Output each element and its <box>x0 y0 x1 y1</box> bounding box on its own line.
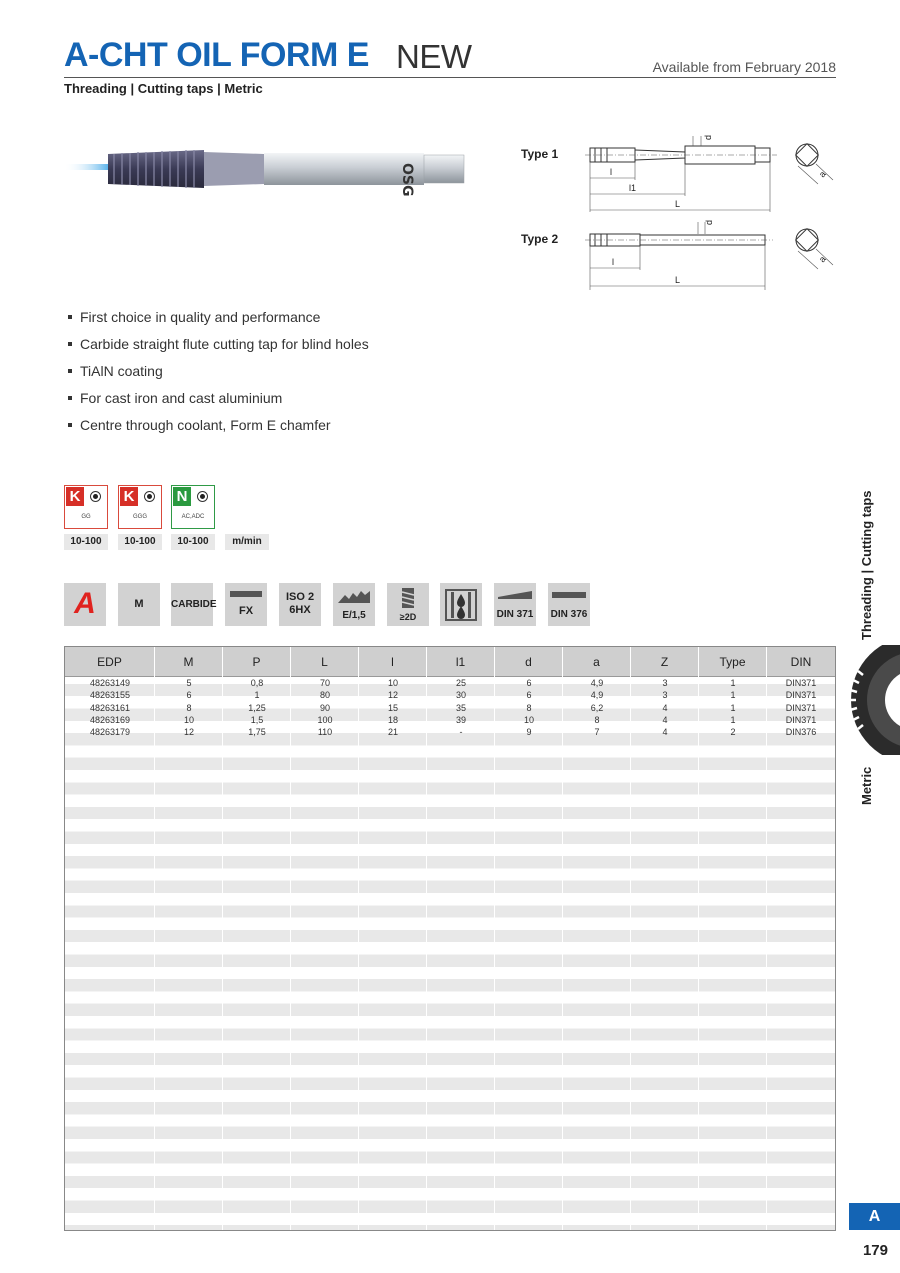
table-row <box>65 714 835 726</box>
table-cell: 6 <box>526 690 532 701</box>
table-cell: 6 <box>526 678 532 688</box>
thread-m-icon: M <box>118 583 160 626</box>
table-cell: - <box>459 727 463 738</box>
table-cell: 10 <box>183 714 194 725</box>
feature-list <box>66 308 369 443</box>
bullet-icon <box>68 396 72 400</box>
column-header: d <box>495 647 563 677</box>
flute-fx-icon: FX <box>225 583 267 626</box>
material-subtype: GG <box>81 514 91 520</box>
table-row <box>65 702 835 714</box>
dim-L-type1: L <box>675 199 681 209</box>
tap-product-image <box>64 130 474 210</box>
table-cell: 48263161 <box>89 702 131 713</box>
table-cell: 30 <box>455 690 466 701</box>
chamfer-e-icon: E/1,5 <box>333 583 375 626</box>
table-cell: DIN371 <box>785 678 817 688</box>
table-cell: 70 <box>319 678 330 688</box>
table-cell: 90 <box>319 702 330 713</box>
feature-item: TiAlN coating <box>66 362 369 389</box>
table-cell: 35 <box>455 702 466 713</box>
table-cell: DIN371 <box>785 714 817 725</box>
table-cell: DIN376 <box>785 727 817 738</box>
thread-graphic-icon <box>845 645 900 755</box>
feature-item: For cast iron and cast aluminium <box>66 389 369 416</box>
table-header <box>65 647 835 677</box>
table-cell: 4 <box>662 714 668 725</box>
table-row <box>65 689 835 701</box>
column-header: EDP <box>65 647 155 677</box>
table-cell: 8 <box>594 714 600 725</box>
breadcrumb: Threading | Cutting taps | Metric <box>64 81 263 96</box>
table-cell: 4,9 <box>590 678 604 688</box>
table-cell: 100 <box>317 714 333 725</box>
din-376-profile-icon <box>551 588 587 602</box>
material-letter: K <box>120 487 138 506</box>
dim-l1-type1: l1 <box>629 183 637 193</box>
table-cell: 1 <box>730 678 736 688</box>
table-cell: 12 <box>183 727 194 738</box>
suitability-dot-icon <box>90 491 101 502</box>
cutting-speed: 10-100 <box>118 534 162 550</box>
column-header: a <box>563 647 631 677</box>
column-header: M <box>155 647 223 677</box>
table-cell: 4 <box>662 702 668 713</box>
type-2-label: Type 2 <box>521 232 559 246</box>
table-cell: DIN371 <box>785 690 817 701</box>
bullet-icon <box>68 342 72 346</box>
material-k-gg <box>64 485 108 529</box>
suitability-dot-icon <box>197 491 208 502</box>
availability-note: Available from February 2018 <box>652 59 836 75</box>
table-cell: 1 <box>730 714 736 725</box>
page-number: 179 <box>862 1242 888 1259</box>
column-header: L <box>291 647 359 677</box>
feature-item: First choice in quality and performance <box>66 308 369 335</box>
table-cell: 1 <box>730 690 736 701</box>
table-cell: 1,5 <box>250 714 264 725</box>
side-subcategory-label: Metric <box>859 766 874 805</box>
table-cell: 4,9 <box>590 690 604 701</box>
dim-l-type1: l <box>610 167 612 177</box>
material-letter: K <box>66 487 84 506</box>
table-cell: 3 <box>662 678 668 688</box>
table-cell: 48263179 <box>89 727 131 738</box>
table-body <box>65 677 835 738</box>
material-k-ggg <box>118 485 162 529</box>
cutting-speed: 10-100 <box>171 534 215 550</box>
coolant-drop-icon <box>445 589 477 621</box>
side-category-label: Threading | Cutting taps <box>859 490 874 640</box>
feature-item: Carbide straight flute cutting tap for blind holes <box>66 335 369 362</box>
table-cell: 21 <box>387 727 398 738</box>
table-cell: 12 <box>387 690 398 701</box>
table-cell: 8 <box>186 702 192 713</box>
table-cell: 4 <box>662 727 668 738</box>
table-cell: 10 <box>523 714 534 725</box>
table-cell: 18 <box>387 714 398 725</box>
carbide-icon: CARBIDE <box>171 583 213 626</box>
table-cell: 9 <box>526 727 532 738</box>
table-cell: 39 <box>455 714 466 725</box>
column-header: Z <box>631 647 699 677</box>
table-cell: 110 <box>317 727 333 738</box>
table-cell: 8 <box>526 702 532 713</box>
table-row <box>65 677 835 689</box>
column-header: P <box>223 647 291 677</box>
table-cell: 2 <box>730 727 736 738</box>
dim-d-type1: d <box>703 134 713 140</box>
brand-logo: OSG <box>399 163 415 197</box>
table-cell: 6 <box>186 690 192 701</box>
table-cell: 15 <box>387 702 398 713</box>
dim-a-type2: a <box>816 254 828 265</box>
dim-L-type2: L <box>675 275 681 285</box>
material-subtype: AC,ADC <box>181 514 205 520</box>
material-n-ac-adc <box>171 485 215 529</box>
table-cell: 1,25 <box>248 702 266 713</box>
dim-a-type1: a <box>816 169 828 180</box>
cutting-speed: 10-100 <box>64 534 108 550</box>
tolerance-iso-icon: ISO 2 6HX <box>279 583 321 626</box>
table-cell: 6,2 <box>590 702 604 713</box>
suitability-dot-icon <box>144 491 155 502</box>
coolant-icon <box>440 583 482 626</box>
table-cell: 48263155 <box>89 690 131 701</box>
table-row <box>65 726 835 738</box>
thread-depth-icon <box>400 586 416 610</box>
table-cell: 25 <box>455 678 466 688</box>
column-header: l1 <box>427 647 495 677</box>
title-divider <box>64 77 836 78</box>
material-letter: N <box>173 487 191 506</box>
table-cell: 48263169 <box>89 714 131 725</box>
new-badge: NEW <box>396 38 472 75</box>
feature-item: Centre through coolant, Form E chamfer <box>66 416 369 443</box>
dim-l-type2: l <box>612 257 614 267</box>
material-subtype: GGG <box>132 514 147 520</box>
table-cell: DIN371 <box>785 702 817 713</box>
column-header: Type <box>699 647 767 677</box>
table-cell: 1 <box>730 702 736 713</box>
din-371-icon: DIN 371 <box>494 583 536 626</box>
type-1-label: Type 1 <box>521 147 559 161</box>
table-cell: 48263149 <box>89 678 131 688</box>
section-tab: A <box>849 1203 900 1230</box>
page-title: A-CHT OIL FORM E <box>64 36 369 74</box>
tap-dimension-drawing <box>515 122 840 297</box>
table-cell: 10 <box>387 678 398 688</box>
bullet-icon <box>68 315 72 319</box>
table-cell: 1,75 <box>248 727 266 738</box>
depth-2d-icon: ≥2D <box>387 583 429 626</box>
dim-d-type2: d <box>704 219 714 225</box>
table-cell: 1 <box>254 690 260 701</box>
din-376-icon: DIN 376 <box>548 583 590 626</box>
table-cell: 80 <box>319 690 330 701</box>
chamfer-profile-icon <box>337 589 371 605</box>
column-header: l <box>359 647 427 677</box>
table-cell: 3 <box>662 690 668 701</box>
bullet-icon <box>68 369 72 373</box>
column-header: DIN <box>790 655 812 669</box>
table-cell: 5 <box>186 678 192 688</box>
din-371-profile-icon <box>497 588 533 602</box>
table-cell: 7 <box>594 727 600 738</box>
product-table <box>64 646 836 1231</box>
table-cell: 0,8 <box>250 678 264 688</box>
coating-a-icon: A <box>64 583 106 626</box>
speed-unit: m/min <box>225 534 269 550</box>
bullet-icon <box>68 423 72 427</box>
